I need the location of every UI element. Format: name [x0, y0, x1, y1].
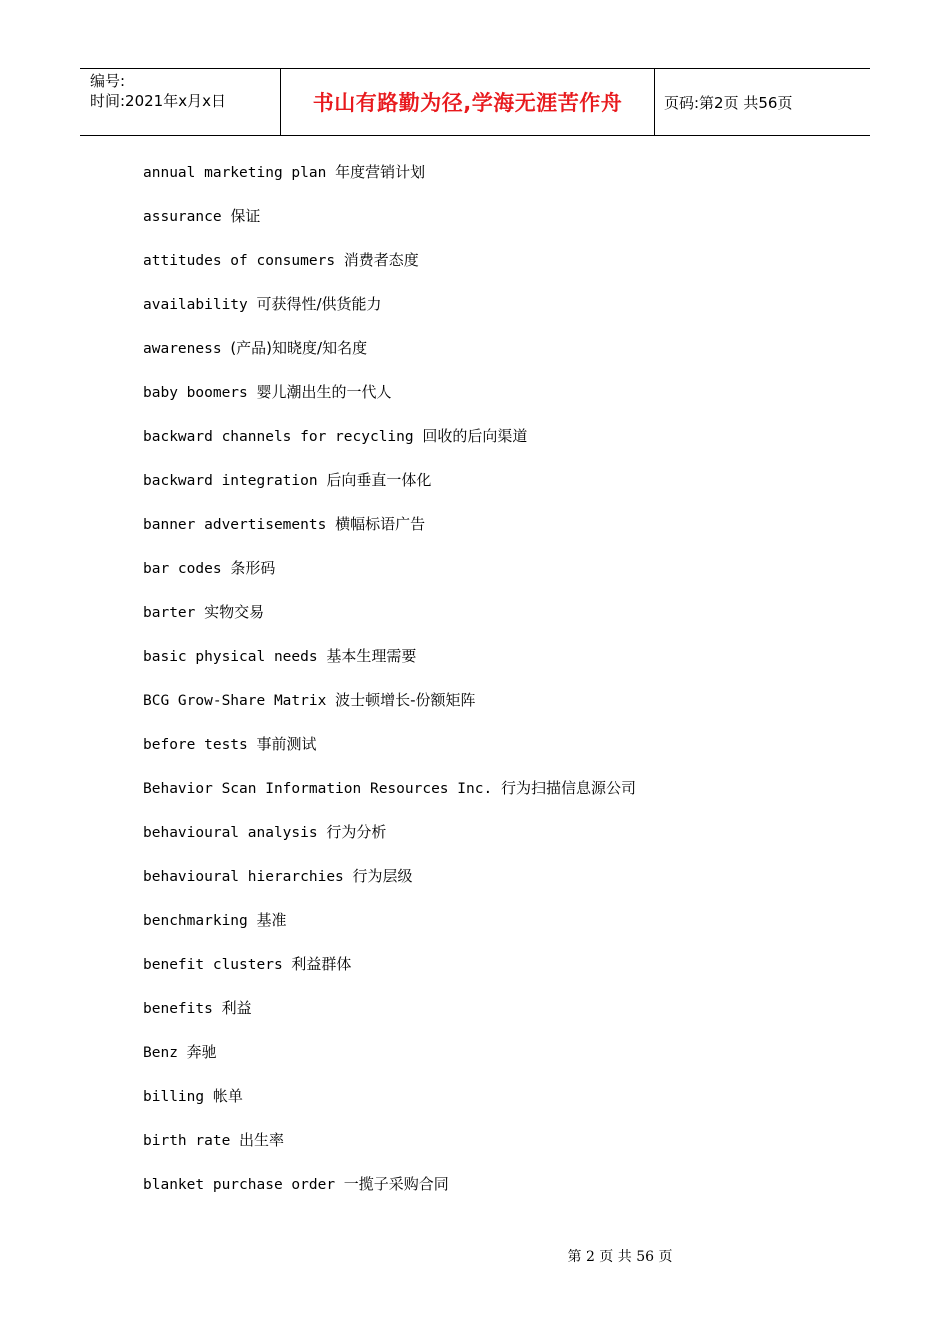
glossary-term-list: [143, 161, 636, 1217]
glossary-term-row: [143, 865, 636, 909]
term-english: availability: [143, 297, 248, 313]
term-chinese: 帐单: [212, 1087, 243, 1105]
glossary-term-row: [143, 557, 636, 601]
term-chinese: 保证: [230, 207, 261, 225]
glossary-term-row: [143, 601, 636, 645]
term-chinese: 利益群体: [291, 955, 352, 973]
term-chinese: 一揽子采购合同: [343, 1175, 449, 1193]
term-chinese: 行为分析: [326, 823, 387, 841]
glossary-term-row: [143, 821, 636, 865]
document-number-label: 编号:: [90, 72, 126, 90]
glossary-term-row: [143, 513, 636, 557]
term-english: backward channels for recycling: [143, 429, 414, 445]
term-english: banner advertisements: [143, 517, 327, 533]
term-chinese: 条形码: [230, 559, 276, 577]
term-english: backward integration: [143, 473, 318, 489]
term-english: behavioural analysis: [143, 825, 318, 841]
term-english: attitudes of consumers: [143, 253, 336, 269]
term-english: awareness: [143, 341, 222, 357]
glossary-term-row: [143, 293, 636, 337]
glossary-term-row: [143, 161, 636, 205]
term-chinese: 消费者态度: [343, 251, 419, 269]
term-chinese: 实物交易: [204, 603, 265, 621]
glossary-term-row: [143, 689, 636, 733]
document-date-label: 时间:2021年x月x日: [90, 92, 226, 110]
term-english: benchmarking: [143, 913, 248, 929]
term-english: billing: [143, 1089, 205, 1105]
glossary-term-row: [143, 1173, 636, 1217]
term-chinese: 利益: [221, 999, 252, 1017]
term-english: birth rate: [143, 1133, 231, 1149]
term-english: basic physical needs: [143, 649, 318, 665]
term-chinese: 行为扫描信息源公司: [500, 779, 636, 797]
term-english: barter: [143, 605, 196, 621]
term-chinese: 基准: [256, 911, 287, 929]
term-chinese: 行为层级: [352, 867, 413, 885]
glossary-term-row: [143, 381, 636, 425]
term-chinese: (产品)知晓度/知名度: [230, 339, 368, 357]
term-english: before tests: [143, 737, 248, 753]
term-chinese: 奔驰: [186, 1043, 217, 1061]
glossary-term-row: [143, 1085, 636, 1129]
glossary-term-row: [143, 777, 636, 821]
header-motto: 书山有路勤为径,学海无涯苦作舟: [281, 69, 655, 135]
term-chinese: 回收的后向渠道: [422, 427, 528, 445]
term-chinese: 横幅标语广告: [335, 515, 426, 533]
term-english: behavioural hierarchies: [143, 869, 344, 885]
header-meta-cell: [80, 69, 281, 135]
glossary-term-row: [143, 205, 636, 249]
glossary-term-row: [143, 733, 636, 777]
glossary-term-row: [143, 425, 636, 469]
glossary-term-row: [143, 1041, 636, 1085]
term-english: BCG Grow-Share Matrix: [143, 693, 327, 709]
term-chinese: 婴儿潮出生的一代人: [256, 383, 392, 401]
glossary-term-row: [143, 909, 636, 953]
term-chinese: 事前测试: [256, 735, 317, 753]
term-chinese: 波士顿增长-份额矩阵: [335, 691, 476, 709]
term-chinese: 基本生理需要: [326, 647, 417, 665]
glossary-term-row: [143, 337, 636, 381]
term-english: bar codes: [143, 561, 222, 577]
term-english: blanket purchase order: [143, 1177, 336, 1193]
term-english: annual marketing plan: [143, 165, 327, 181]
term-english: Behavior Scan Information Resources Inc.: [143, 781, 493, 797]
glossary-term-row: [143, 997, 636, 1041]
header-page-indicator: 页码:第2页 共56页: [664, 93, 793, 112]
term-english: benefit clusters: [143, 957, 283, 973]
page-footer: 第 2 页 共 56 页: [567, 1249, 673, 1265]
glossary-term-row: [143, 953, 636, 997]
glossary-term-row: [143, 469, 636, 513]
term-english: Benz: [143, 1045, 178, 1061]
term-english: baby boomers: [143, 385, 248, 401]
term-english: benefits: [143, 1001, 213, 1017]
term-chinese: 后向垂直一体化: [326, 471, 432, 489]
term-chinese: 年度营销计划: [335, 163, 426, 181]
glossary-term-row: [143, 645, 636, 689]
term-chinese: 可获得性/供货能力: [256, 295, 382, 313]
glossary-term-row: [143, 1129, 636, 1173]
term-chinese: 出生率: [239, 1131, 285, 1149]
term-english: assurance: [143, 209, 222, 225]
glossary-term-row: [143, 249, 636, 293]
page-header: [80, 68, 870, 136]
